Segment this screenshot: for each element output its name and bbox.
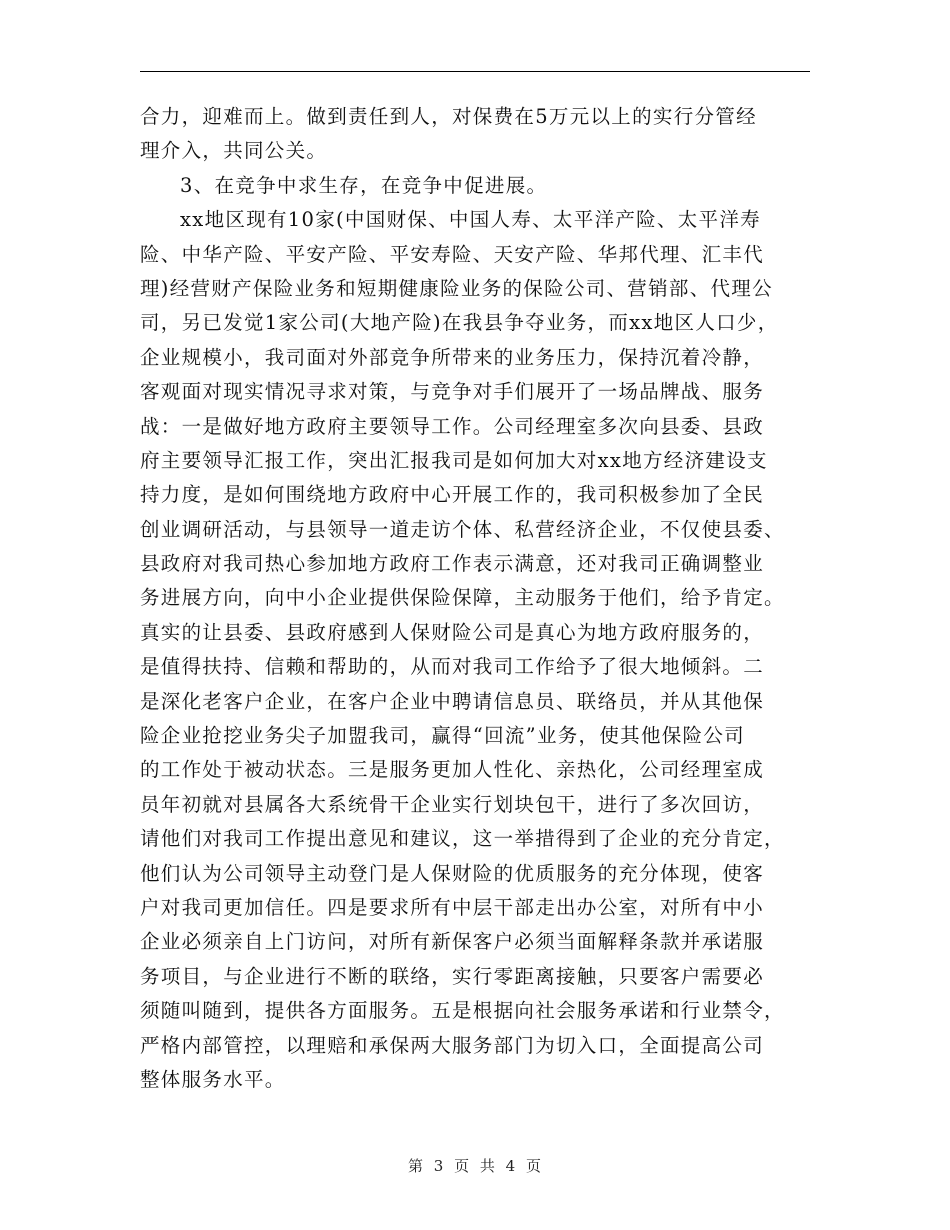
text-line: 的工作处于被动状态。三是服务更加人性化、亲热化，公司经理室成	[140, 758, 765, 782]
text-line: 他们认为公司领导主动登门是人保财险的优质服务的充分体现，使客	[140, 861, 765, 885]
text-line: 员年初就对县属各大系统骨干企业实行划块包干，进行了多次回访，	[140, 792, 765, 816]
text-line: 务项目，与企业进行不断的联络，实行零距离接触，只要客户需要必	[140, 964, 765, 988]
text-line: 县政府对我司热心参加地方政府工作表示满意，还对我司正确调整业	[140, 552, 765, 576]
text-line: 险企业抢挖业务尖子加盟我司，赢得“回流”业务，使其他保险公司	[140, 724, 745, 748]
document-body	[140, 100, 815, 1097]
paragraph-first-line: xx地区现有10家(中国财保、中国人寿、太平洋产险、太平洋寿	[180, 208, 761, 232]
text-line: 持力度，是如何围绕地方政府中心开展工作的，我司积极参加了全民	[140, 483, 765, 507]
text-line: 严格内部管控，以理赔和承保两大服务部门为切入口，全面提高公司	[140, 1033, 765, 1057]
text-line: 司，另已发觉1家公司(大地产险)在我县争夺业务，而xx地区人口少，	[140, 311, 779, 335]
text-line: 府主要领导汇报工作，突出汇报我司是如何加大对xx地方经济建设支	[140, 448, 768, 472]
text-line: 是深化老客户企业，在客户企业中聘请信息员、联络员，并从其他保	[140, 689, 765, 713]
page-number-footer: 第 3 页 共 4 页	[408, 1157, 542, 1175]
text-line: 企业规模小，我司面对外部竞争所带来的业务压力，保持沉着冷静，	[140, 345, 765, 369]
text-line: 企业必须亲自上门访问，对所有新保客户必须当面解释条款并承诺服	[140, 930, 765, 954]
header-rule	[140, 71, 810, 72]
section-heading: 3、在竞争中求生存，在竞争中促进展。	[180, 173, 548, 197]
text-line: 险、中华产险、平安产险、平安寿险、天安产险、华邦代理、汇丰代	[140, 242, 765, 266]
text-line: 户对我司更加信任。四是要求所有中层干部走出办公室，对所有中小	[140, 895, 765, 919]
text-line: 真实的让县委、县政府感到人保财险公司是真心为地方政府服务的，	[140, 620, 765, 644]
text-line: 战：一是做好地方政府主要领导工作。公司经理室多次向县委、县政	[140, 414, 765, 438]
text-line: 务进展方向，向中小企业提供保险保障，主动服务于他们，给予肯定。	[140, 586, 785, 610]
text-line: 理介入，共同公关。	[140, 139, 328, 163]
text-line: 整体服务水平。	[140, 1067, 286, 1091]
text-line: 客观面对现实情况寻求对策，与竞争对手们展开了一场品牌战、服务	[140, 380, 765, 404]
text-line: 是值得扶持、信赖和帮助的，从而对我司工作给予了很大地倾斜。二	[140, 655, 765, 679]
text-line: 合力，迎难而上。做到责任到人，对保费在5万元以上的实行分管经	[140, 105, 757, 128]
text-line: 须随叫随到，提供各方面服务。五是根据向社会服务承诺和行业禁令，	[140, 999, 785, 1023]
text-line: 请他们对我司工作提出意见和建议，这一举措得到了企业的充分肯定，	[140, 827, 785, 851]
text-line: 理)经营财产保险业务和短期健康险业务的保险公司、营销部、代理公	[140, 276, 773, 300]
text-line: 创业调研活动，与县领导一道走访个体、私营经济企业，不仅使县委、	[140, 517, 785, 541]
